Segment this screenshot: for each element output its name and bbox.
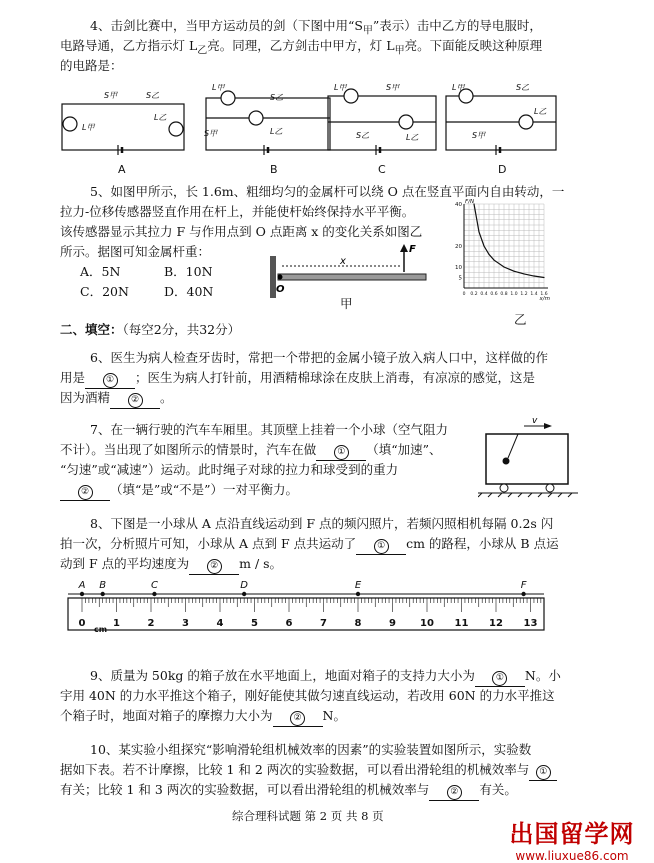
x-tick-label: 0.2 (470, 292, 478, 297)
ruler-number-12: 12 (489, 618, 503, 629)
svg-text:S甲: S甲 (104, 91, 118, 100)
x-tick-label: 1.2 (520, 292, 528, 297)
q9-line-3: 个箱子时，地面对箱子的摩擦力大小为 ② N。 (60, 708, 346, 727)
svg-text:S甲: S甲 (386, 84, 400, 92)
q6-line-3: 因为酒精 ② 。 (60, 390, 173, 409)
svg-text:x: x (340, 256, 346, 267)
ball-position-e (356, 592, 360, 596)
q5-option-b: B．10N (164, 264, 213, 279)
q7-line-2: 不计）。当出现了如图所示的情景时，汽车在做 ① （填“加速”、 (60, 442, 442, 461)
ruler-number-2: 2 (147, 618, 155, 629)
ball-position-a (80, 592, 84, 596)
data-point (523, 273, 524, 274)
svg-text:v: v (532, 418, 538, 426)
circuit-d (446, 89, 556, 155)
svg-text:L乙: L乙 (154, 113, 167, 122)
q5-line-1: 5、如图甲所示，长 1.6m、粗细均匀的金属杆可以绕 O 点在竖直平面内自由转动，一 (90, 184, 565, 199)
ruler-number-10: 10 (420, 618, 434, 629)
svg-text:L甲: L甲 (334, 84, 347, 92)
svg-text:S甲: S甲 (472, 131, 486, 140)
q5-figure-jia-caption: 甲 (340, 296, 353, 311)
x-tick-label: 1.6 (540, 292, 548, 297)
circuit-label-a: A (118, 163, 126, 176)
ruler-unit: cm (94, 625, 108, 634)
q10-blank-1[interactable]: ① (529, 762, 557, 781)
svg-text:O: O (276, 284, 285, 295)
ruler-number-3: 3 (182, 618, 189, 629)
q4-circuit-diagrams (56, 84, 636, 162)
data-point (488, 254, 489, 255)
point-label-a: A (78, 580, 86, 591)
x-tick-label: 0.6 (490, 292, 498, 297)
ruler-number-13: 13 (523, 618, 538, 629)
q9-line-1: 9、质量为 50kg 的箱子放在水平地面上，地面对箱子的支持力大小为 ① N。小 (90, 668, 561, 687)
point-label-d: D (240, 580, 249, 591)
svg-text:S乙: S乙 (516, 84, 530, 92)
y-tick-label: 10 (455, 265, 462, 271)
svg-text:L甲: L甲 (452, 84, 465, 92)
q5-line-2: 拉力-位移传感器竖直作用在杆上，并能使杆始终保持水平平衡。 (60, 204, 415, 219)
q9-blank-1[interactable]: ① (475, 668, 525, 687)
q10-line-3: 有关；比较 1 和 3 两次的实验数据，可以看出滑轮组的机械效率与 ② 有关。 (60, 782, 517, 801)
data-point (513, 271, 514, 272)
q10-blank-2[interactable]: ② (429, 782, 479, 801)
q8-line-2: 拍一次，分析照片可知，小球从 A 点到 F 点共运动了 ① cm 的路程，小球从 B 点运 (60, 536, 559, 555)
q5-option-d: D．40N (164, 284, 214, 299)
y-tick-label: 5 (458, 275, 462, 282)
q10-line-1: 10、某实验小组探究“影响滑轮组机械效率的因素”的实验装置如图所示，实验数 (90, 742, 532, 757)
ball-position-b (101, 592, 105, 596)
point-label-e: E (354, 580, 362, 591)
ruler-number-8: 8 (354, 618, 362, 629)
ruler-number-5: 5 (251, 618, 258, 629)
circuit-label-c: C (378, 163, 386, 176)
ruler-number-0: 0 (78, 618, 86, 629)
data-point (503, 266, 504, 267)
q8-blank-2[interactable]: ② (189, 556, 239, 575)
q9-line-2: 宇用 40N 的力水平推这个箱子，刚好能使其做匀速直线运动，若改用 60N 的力水平推这 (60, 688, 555, 703)
q5-option-a: A．5N (80, 264, 121, 279)
y-tick-label: 40 (455, 202, 462, 208)
x-tick-label: 1.0 (510, 292, 518, 297)
data-point (478, 231, 479, 232)
q8-ruler-figure (64, 576, 552, 648)
q7-blank-1[interactable]: ① (316, 442, 366, 461)
circuit-label-b: B (270, 163, 278, 176)
circuit-label-d: D (498, 163, 507, 176)
data-point (493, 259, 494, 260)
q8-line-1: 8、下图是一小球从 A 点沿直线运动到 F 点的频闪照片，若频闪照相机每隔 0.2s 闪 (90, 516, 554, 531)
ruler-number-11: 11 (454, 618, 469, 629)
y-tick-label: 20 (455, 244, 462, 250)
page-footer: 综合理科试题 第 2 页 共 8 页 (232, 809, 384, 823)
svg-text:L乙: L乙 (406, 133, 419, 142)
svg-text:S乙: S乙 (270, 93, 284, 102)
ball-position-c (152, 592, 156, 596)
ruler-number-1: 1 (113, 618, 120, 629)
ruler-number-6: 6 (285, 618, 293, 629)
x-tick-label: 0 (462, 292, 466, 297)
ball-position-f (521, 592, 525, 596)
q10-line-2: 据如下表。若不计摩擦，比较 1 和 2 两次的实验数据，可以看出滑轮组的机械效率与 ① (60, 762, 557, 781)
x-tick-label: 1.4 (530, 292, 538, 297)
point-label-c: C (150, 580, 158, 591)
q7-car-figure (478, 418, 578, 498)
q5-option-c: C．20N (80, 284, 129, 299)
q6-blank-1[interactable]: ① (85, 370, 135, 389)
q7-line-1: 7、在一辆行驶的汽车车厢里。其顶壁上挂着一个小球（空气阻力 (90, 422, 448, 437)
svg-text:F: F (409, 244, 416, 255)
data-point (483, 245, 484, 246)
ruler-number-9: 9 (389, 618, 396, 629)
data-point (543, 277, 544, 278)
ball-position-d (242, 592, 246, 596)
q8-line-3: 动到 F 点的平均速度为 ② m / s。 (60, 556, 282, 575)
q4-line-1: 4、击剑比赛中，当甲方运动员的剑（下图中用“$S_甲$”表示）击中乙方的导电服时， (90, 18, 542, 37)
svg-text:L甲: L甲 (82, 123, 95, 132)
q5-figure-yi-chart (448, 196, 556, 304)
watermark-logo: 出国留学网 www.liuxue86.com (509, 820, 635, 863)
data-point (533, 275, 534, 276)
q5-figure-yi-caption: 乙 (514, 312, 527, 327)
svg-text:S乙: S乙 (356, 131, 370, 140)
section-2-heading: 二、填空：（每空2分，共32分） (60, 322, 241, 337)
q9-blank-2[interactable]: ② (273, 708, 323, 727)
q7-blank-2[interactable]: ② (60, 482, 110, 501)
q6-line-1: 6、医生为病人检查牙齿时，常把一个带把的金属小镜子放入病人口中，这样做的作 (90, 350, 548, 365)
q8-blank-1[interactable]: ① (356, 536, 406, 555)
circuit-a (62, 104, 184, 155)
y-axis-label: F/N (465, 199, 475, 205)
svg-text:S乙: S乙 (146, 91, 160, 100)
point-label-b: B (99, 580, 107, 591)
svg-text:L甲: L甲 (212, 84, 225, 92)
x-tick-label: 0.8 (500, 292, 508, 297)
ruler-number-7: 7 (320, 618, 327, 629)
q6-line-2: 用是 ① ；医生为病人打针前，用酒精棉球涂在皮肤上消毒，有凉凉的感觉，这是 (60, 370, 535, 389)
q6-blank-2[interactable]: ② (110, 390, 160, 409)
ruler-number-4: 4 (216, 618, 224, 629)
circuit-b (206, 91, 330, 155)
q4-line-2: 电路导通，乙方指示灯 $L_乙$亮。同理，乙方剑击中甲方，灯 $L_甲$亮。下面能反映这种原理 (60, 38, 543, 57)
q4-line-3: 的电路是： (60, 58, 123, 73)
svg-text:L乙: L乙 (270, 127, 283, 136)
circuit-c (328, 89, 436, 155)
q5-line-3: 该传感器显示其拉力 F 与作用点到 O 点距离 x 的变化关系如图乙 (60, 224, 423, 239)
svg-text:L乙: L乙 (534, 107, 547, 116)
point-label-f: F (520, 580, 527, 591)
q5-line-4: 所示。据图可知金属杆重： (60, 244, 211, 259)
q7-line-3: “匀速”或“减速”）运动。此时绳子对球的拉力和球受到的重力 (60, 462, 399, 477)
q7-line-4: ② （填“是”或“不是”）一对平衡力。 (60, 482, 298, 501)
svg-text:S甲: S甲 (204, 129, 218, 138)
x-tick-label: 0.4 (480, 292, 488, 297)
x-axis-label: x/m (539, 296, 550, 302)
